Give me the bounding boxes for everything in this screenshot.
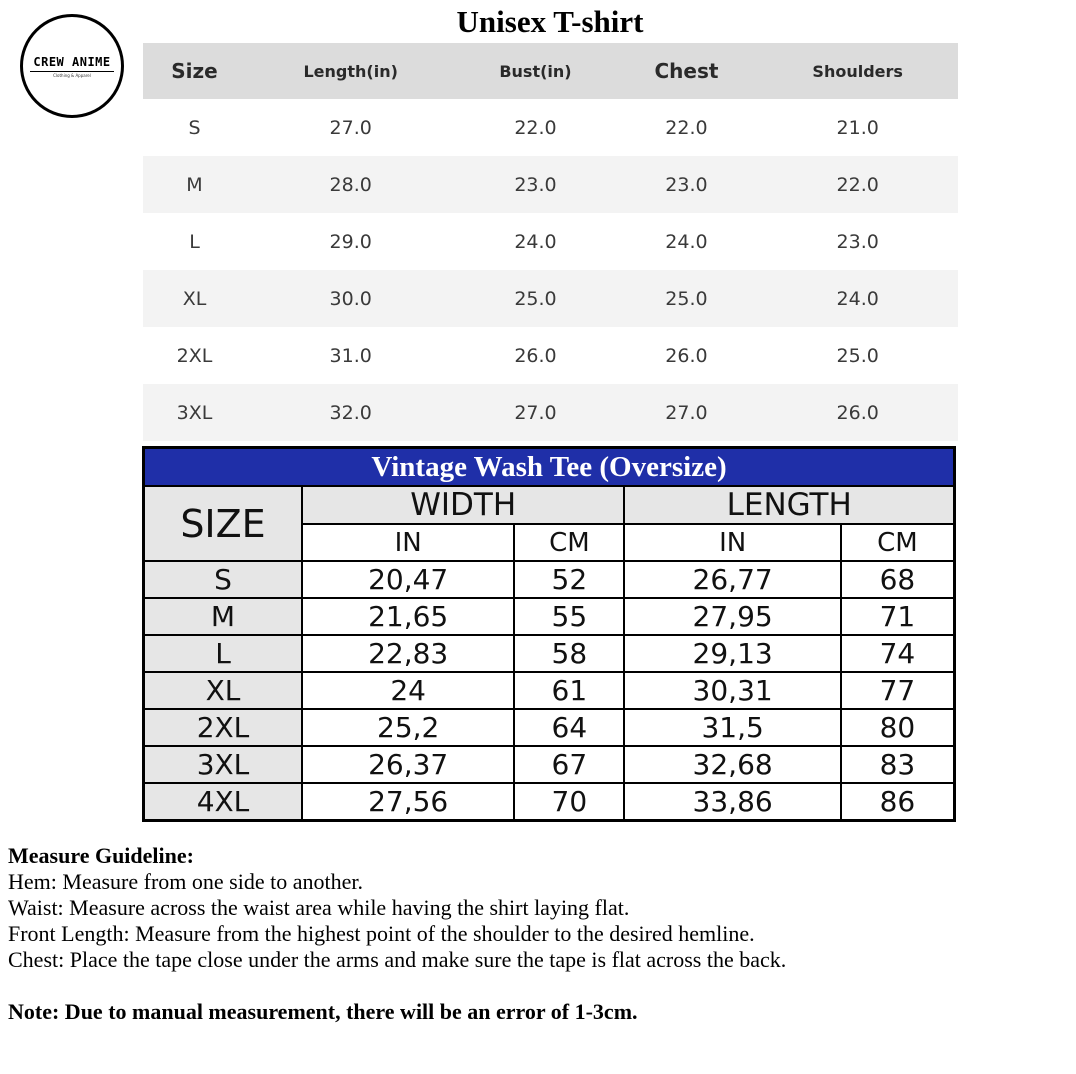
size-cell: 3XL [144,746,303,783]
size-cell: S [144,561,303,598]
value-cell: 26,77 [624,561,840,598]
size-cell: XL [182,287,207,310]
table-row [143,270,958,327]
header-shoulders: Shoulders [812,61,903,81]
unit-header: CM [514,524,624,561]
value-cell: 22.0 [665,116,708,139]
value-cell: 26.0 [665,344,708,367]
size-header: SIZE [144,486,303,561]
guideline-line: Hem: Measure from one side to another. [8,869,363,894]
brand-logo [20,14,124,118]
page-title: Unisex T-shirt [456,4,644,39]
table-row [144,635,955,672]
width-group-header: WIDTH [302,486,624,524]
value-cell: 86 [841,783,955,821]
value-cell: 24 [302,672,514,709]
table-row [144,598,955,635]
value-cell: 26.0 [514,344,557,367]
value-cell: 70 [514,783,624,821]
guideline-line: Chest: Place the tape close under the arms and make sure the tape is flat across the back. [8,947,787,972]
value-cell: 22.0 [514,116,557,139]
value-cell: 67 [514,746,624,783]
unit-header: CM [841,524,955,561]
value-cell: 23.0 [836,230,879,253]
value-cell: 21.0 [836,116,879,139]
table-row [143,384,958,441]
value-cell: 52 [514,561,624,598]
guideline-line: Front Length: Measure from the highest point of the shoulder to the desired hemline. [8,921,755,946]
size-cell: XL [144,672,303,709]
value-cell: 28.0 [329,173,372,196]
logo-tagline: Clothing & Apparel [53,72,91,78]
size-cell: 2XL [176,344,213,367]
value-cell: 55 [514,598,624,635]
table-title-banner: Vintage Wash Tee (Oversize) [144,448,955,487]
logo-divider [30,71,114,72]
unit-header: IN [302,524,514,561]
table-row [143,327,958,384]
value-cell: 31,5 [624,709,840,746]
size-cell: M [186,173,203,196]
value-cell: 58 [514,635,624,672]
table-row [143,213,958,270]
length-group-header: LENGTH [624,486,954,524]
size-cell: L [144,635,303,672]
header-size: Size [171,59,218,83]
measurement-note: Note: Due to manual measurement, there will be an error of 1-3cm. [8,999,638,1024]
size-cell: 2XL [144,709,303,746]
logo-name: CREW ANIME [33,54,111,69]
value-cell: 32.0 [329,401,372,424]
header-chest: Chest [654,59,719,83]
table-row [144,709,955,746]
table-row [144,672,955,709]
value-cell: 83 [841,746,955,783]
value-cell: 21,65 [302,598,514,635]
guideline-line: Waist: Measure across the waist area while having the shirt laying flat. [8,895,630,920]
value-cell: 30.0 [329,287,372,310]
size-cell: 3XL [176,401,213,424]
vintage-wash-size-table [142,446,956,822]
value-cell: 71 [841,598,955,635]
value-cell: 29.0 [329,230,372,253]
value-cell: 31.0 [329,344,372,367]
value-cell: 27.0 [514,401,557,424]
unit-header: IN [624,524,840,561]
value-cell: 25,2 [302,709,514,746]
value-cell: 64 [514,709,624,746]
size-cell: S [188,116,201,139]
value-cell: 29,13 [624,635,840,672]
value-cell: 27.0 [665,401,708,424]
value-cell: 24.0 [836,287,879,310]
measure-guideline [8,843,1068,973]
size-cell: L [189,230,200,253]
value-cell: 23.0 [665,173,708,196]
value-cell: 25.0 [836,344,879,367]
value-cell: 61 [514,672,624,709]
value-cell: 80 [841,709,955,746]
unisex-size-table [143,43,958,441]
value-cell: 24.0 [665,230,708,253]
value-cell: 30,31 [624,672,840,709]
value-cell: 74 [841,635,955,672]
value-cell: 26.0 [836,401,879,424]
value-cell: 77 [841,672,955,709]
table-row [143,99,958,156]
header-bust: Bust(in) [499,61,572,81]
table-row [144,746,955,783]
value-cell: 27,95 [624,598,840,635]
value-cell: 68 [841,561,955,598]
size-cell: M [144,598,303,635]
value-cell: 22.0 [836,173,879,196]
table-row [144,561,955,598]
value-cell: 27.0 [329,116,372,139]
value-cell: 33,86 [624,783,840,821]
value-cell: 32,68 [624,746,840,783]
value-cell: 26,37 [302,746,514,783]
value-cell: 25.0 [665,287,708,310]
value-cell: 27,56 [302,783,514,821]
table-row [144,783,955,821]
value-cell: 22,83 [302,635,514,672]
table-header-row [143,43,958,99]
header-length: Length(in) [303,61,398,81]
value-cell: 25.0 [514,287,557,310]
guideline-heading: Measure Guideline: [8,843,194,868]
value-cell: 20,47 [302,561,514,598]
size-cell: 4XL [144,783,303,821]
value-cell: 24.0 [514,230,557,253]
table-row [143,156,958,213]
value-cell: 23.0 [514,173,557,196]
